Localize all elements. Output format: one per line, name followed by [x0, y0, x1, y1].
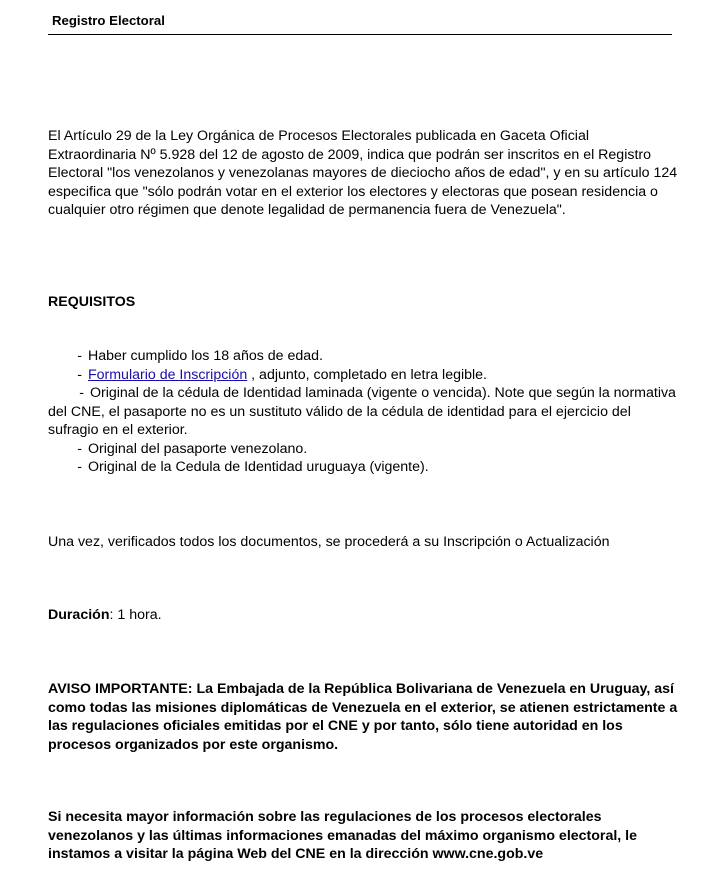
- list-item-text: Haber cumplido los 18 años de edad.: [87, 348, 323, 364]
- duration-paragraph: [48, 606, 678, 625]
- duration-label: Duración: [48, 607, 110, 623]
- list-item: [48, 458, 678, 477]
- bullet-dash: -: [79, 385, 84, 401]
- bullet-dash: -: [77, 459, 82, 475]
- intro-paragraph: El Artículo 29 de la Ley Orgánica de Procesos Electorales publicada en Gaceta Oficial Extraordinaria Nº 5.928 del 12 de agosto de 2009, indica que podrán ser inscritos en el Registro Electoral "los venezolanos y venezolanas mayores de dieciocho años de edad", y en su artículo 124 especifica que "sólo podrán votar en el exterior los electores y electoras que posean residencia o cualquier otro régimen que denote legalidad de permanencia fuera de Venezuela".: [48, 128, 678, 218]
- list-item-text: Original de la cédula de Identidad laminada (vigente o vencida). Note que según la normativa del CNE, el pasaporte no es un sustituto válido de la cédula de identidad para el ejercicio del sufragio en el exterior.: [48, 385, 676, 438]
- more-info-paragraph: Si necesita mayor información sobre las regulaciones de los procesos electorales venezolanos y las últimas informaciones emanadas del máximo organismo electoral, le instamos a visitar la página Web del CNE en la dirección www.cne.gob.ve: [48, 809, 637, 862]
- list-item-text: , adjunto, completado en letra legible.: [247, 366, 488, 383]
- bullet-dash: -: [77, 348, 82, 364]
- duration-value: : 1 hora.: [109, 607, 162, 623]
- formulario-inscripcion-link[interactable]: Formulario de Inscripción: [87, 366, 248, 383]
- requisitos-heading: REQUISITOS: [48, 294, 136, 310]
- bullet-dash: -: [77, 440, 82, 457]
- header-title: Registro Electoral: [52, 13, 165, 28]
- verification-paragraph: Una vez, verificados todos los documentos, se procederá a su Inscripción o Actualización: [48, 534, 610, 550]
- requisitos-list: [48, 347, 678, 477]
- page-header: [48, 12, 672, 35]
- list-item-text: Original de la Cedula de Identidad uruguaya (vigente).: [87, 459, 429, 475]
- bullet-dash: -: [77, 366, 82, 383]
- list-item: [48, 384, 678, 440]
- list-item-text: Original del pasaporte venezolano.: [87, 440, 308, 457]
- list-item: [48, 440, 678, 459]
- list-item: [48, 366, 678, 385]
- list-item: [48, 347, 678, 366]
- important-notice: AVISO IMPORTANTE: La Embajada de la República Bolivariana de Venezuela en Uruguay, así como todas las misiones diplomáticas de Venezuela en el exterior, se atienen estrictamente a las regulaciones oficiales emitidas por el CNE y por tanto, sólo tiene autoridad en los procesos organizados por este organismo.: [48, 681, 678, 753]
